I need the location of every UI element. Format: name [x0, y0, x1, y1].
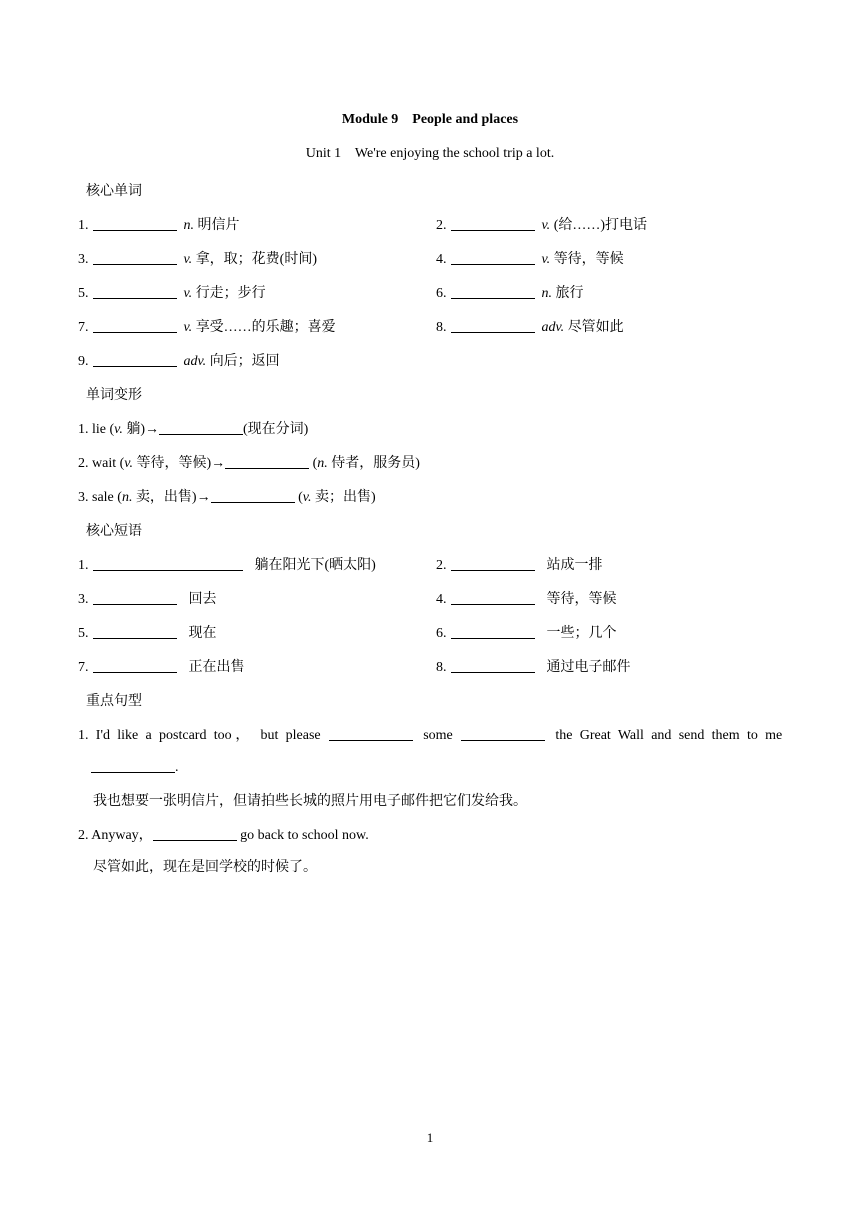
- word-form-hint: 侍者，服务员): [327, 456, 420, 471]
- unit-subtitle: Unit 1 We're enjoying the school trip a lot.: [305, 146, 555, 161]
- sentence-word: them: [711, 728, 740, 743]
- section-heading-core-words: 核心单词: [86, 184, 142, 199]
- answer-blank[interactable]: [451, 284, 535, 299]
- part-of-speech: n.: [183, 218, 194, 233]
- core-words-row: [78, 316, 784, 336]
- answer-blank[interactable]: [451, 590, 535, 605]
- word-form-hint: 卖；出售): [311, 490, 376, 505]
- part-of-speech: v.: [183, 286, 193, 301]
- word-form-meaning: 躺)→: [122, 422, 160, 437]
- word-meaning: 明信片: [197, 218, 240, 233]
- answer-blank[interactable]: [451, 318, 535, 333]
- answer-blank[interactable]: [93, 216, 177, 231]
- answer-blank[interactable]: [451, 556, 535, 571]
- sentence-word: please: [285, 728, 321, 743]
- key-sentence-1-line-2: [91, 758, 179, 776]
- answer-blank[interactable]: [93, 590, 177, 605]
- phrase-meaning: 现在: [188, 626, 217, 641]
- core-word-item-1: [78, 214, 240, 234]
- core-phrase-item-8: [436, 656, 631, 676]
- sentence-word: a: [145, 728, 152, 743]
- core-phrases-row: [78, 622, 784, 642]
- key-sentence-1-line-1: [78, 724, 782, 744]
- core-phrase-item-6: [436, 622, 617, 642]
- sentence-prefix: 2. Anyway，: [78, 828, 153, 843]
- word-form-item-1: [78, 418, 308, 438]
- sentence-word: Wall: [617, 728, 644, 743]
- answer-blank[interactable]: [91, 758, 175, 773]
- core-word-item-4: [436, 248, 624, 268]
- answer-blank[interactable]: [93, 658, 177, 673]
- sentence-word: I'd: [95, 728, 110, 743]
- sentence-word: 1.: [78, 728, 89, 743]
- part-of-speech: adv.: [183, 354, 207, 369]
- part-of-speech: n.: [317, 456, 328, 471]
- item-number: 2.: [436, 218, 447, 233]
- section-heading-word-forms: 单词变形: [86, 388, 142, 403]
- core-phrase-item-5: [78, 622, 217, 642]
- key-sentence-1-translation: 我也想要一张明信片，但请拍些长城的照片用电子邮件把它们发给我。: [93, 794, 527, 809]
- sentence-word: send: [678, 728, 705, 743]
- item-number: 8.: [436, 660, 447, 675]
- core-words-row: [78, 350, 784, 370]
- phrase-meaning: 躺在阳光下(晒太阳): [254, 558, 376, 573]
- core-word-item-3: [78, 248, 317, 268]
- core-word-item-8: [436, 316, 624, 336]
- key-sentence-2-translation: 尽管如此，现在是回学校的时候了。: [93, 860, 317, 875]
- part-of-speech: v.: [183, 320, 193, 335]
- sentence-word: too，: [213, 728, 254, 743]
- sentence-word: postcard: [159, 728, 207, 743]
- section-heading-key-sentences: 重点句型: [86, 694, 142, 709]
- sentence-word: like: [117, 728, 139, 743]
- answer-blank[interactable]: [451, 624, 535, 639]
- answer-blank[interactable]: [93, 624, 177, 639]
- word-form-item-2: [78, 452, 420, 472]
- word-meaning: 向后；返回: [209, 354, 280, 369]
- item-number: 1.: [78, 218, 89, 233]
- core-phrases-row: [78, 656, 784, 676]
- word-meaning: 尽管如此: [567, 320, 624, 335]
- word-meaning: (给……)打电话: [553, 218, 648, 233]
- answer-blank[interactable]: [451, 658, 535, 673]
- answer-blank[interactable]: [93, 556, 243, 571]
- core-phrases-row: [78, 588, 784, 608]
- core-word-item-5: [78, 282, 266, 302]
- word-form-hint: (: [294, 490, 303, 505]
- part-of-speech: adv.: [541, 320, 565, 335]
- page-number: 1: [426, 1130, 434, 1145]
- sentence-word: some: [423, 728, 453, 743]
- answer-blank[interactable]: [93, 318, 177, 333]
- item-number: 3.: [78, 592, 89, 607]
- answer-blank[interactable]: [451, 216, 535, 231]
- item-number: 4.: [436, 592, 447, 607]
- sentence-word: the: [555, 728, 573, 743]
- sentence-word: to: [746, 728, 758, 743]
- word-meaning: 拿，取；花费(时间): [195, 252, 318, 267]
- item-number: 7.: [78, 660, 89, 675]
- key-sentence-2: [78, 824, 369, 844]
- core-word-item-6: [436, 282, 584, 302]
- sentence-word: but: [260, 728, 279, 743]
- item-number: 1.: [78, 558, 89, 573]
- item-number: 9.: [78, 354, 89, 369]
- answer-blank[interactable]: [153, 826, 237, 841]
- phrase-meaning: 站成一排: [546, 558, 603, 573]
- core-word-item-9: [78, 350, 280, 370]
- part-of-speech: v.: [183, 252, 193, 267]
- part-of-speech: v.: [114, 422, 123, 437]
- phrase-meaning: 通过电子邮件: [546, 660, 631, 675]
- part-of-speech: v.: [541, 218, 551, 233]
- answer-blank[interactable]: [93, 352, 177, 367]
- item-number: 2.: [436, 558, 447, 573]
- answer-blank[interactable]: [93, 250, 177, 265]
- word-form-prefix: 3. sale (: [78, 490, 122, 505]
- answer-blank[interactable]: [159, 420, 243, 435]
- core-phrase-item-1: [78, 554, 376, 574]
- item-number: 3.: [78, 252, 89, 267]
- answer-blank[interactable]: [93, 284, 177, 299]
- part-of-speech: n.: [541, 286, 552, 301]
- sentence-word: Great: [579, 728, 611, 743]
- core-words-row: [78, 214, 784, 234]
- core-phrase-item-4: [436, 588, 617, 608]
- item-number: 6.: [436, 286, 447, 301]
- sentence-end: .: [175, 760, 179, 775]
- part-of-speech: v.: [124, 456, 133, 471]
- phrase-meaning: 等待，等候: [546, 592, 617, 607]
- page-title: Module 9 People and places: [341, 112, 519, 127]
- item-number: 5.: [78, 626, 89, 641]
- phrase-meaning: 一些；几个: [546, 626, 617, 641]
- answer-blank[interactable]: [225, 454, 309, 469]
- core-words-row: [78, 282, 784, 302]
- word-form-meaning: 卖，出售)→: [132, 490, 211, 505]
- item-number: 8.: [436, 320, 447, 335]
- core-word-item-7: [78, 316, 336, 336]
- answer-blank[interactable]: [451, 250, 535, 265]
- answer-blank[interactable]: [461, 726, 545, 741]
- word-meaning: 等待，等候: [553, 252, 624, 267]
- part-of-speech: v.: [541, 252, 551, 267]
- phrase-meaning: 回去: [188, 592, 217, 607]
- word-meaning: 旅行: [555, 286, 584, 301]
- answer-blank[interactable]: [211, 488, 295, 503]
- core-phrases-row: [78, 554, 784, 574]
- item-number: 6.: [436, 626, 447, 641]
- item-number: 4.: [436, 252, 447, 267]
- core-words-row: [78, 248, 784, 268]
- sentence-suffix: go back to school now.: [236, 828, 369, 843]
- part-of-speech: n.: [121, 490, 133, 505]
- item-number: 5.: [78, 286, 89, 301]
- part-of-speech: v.: [302, 490, 312, 505]
- section-heading-core-phrases: 核心短语: [86, 524, 142, 539]
- sentence-word: and: [651, 728, 672, 743]
- word-form-prefix: 1. lie (: [78, 422, 115, 437]
- word-form-hint: (现在分词): [243, 422, 309, 437]
- word-form-prefix: 2. wait (: [78, 456, 125, 471]
- core-phrase-item-2: [436, 554, 603, 574]
- phrase-meaning: 正在出售: [188, 660, 245, 675]
- core-phrase-item-3: [78, 588, 217, 608]
- word-meaning: 享受……的乐趣；喜爱: [195, 320, 336, 335]
- word-form-hint: (: [309, 456, 318, 471]
- core-phrase-item-7: [78, 656, 245, 676]
- item-number: 7.: [78, 320, 89, 335]
- word-meaning: 行走；步行: [195, 286, 266, 301]
- word-form-meaning: 等待，等候)→: [132, 456, 226, 471]
- sentence-word: me: [765, 728, 783, 743]
- answer-blank[interactable]: [329, 726, 413, 741]
- core-word-item-2: [436, 214, 647, 234]
- word-form-item-3: [78, 486, 376, 506]
